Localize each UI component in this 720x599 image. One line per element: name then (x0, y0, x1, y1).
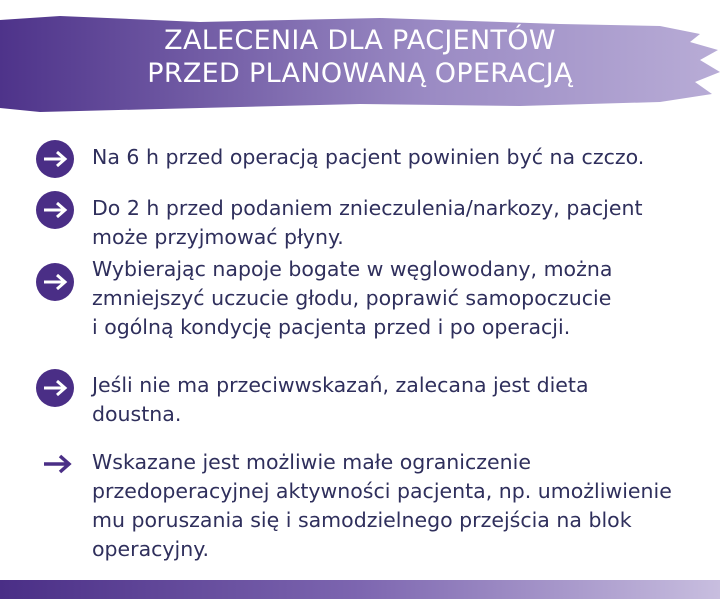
arrow-circle-icon (36, 191, 74, 229)
item-text: mu poruszania się i samodzielnego przejścia na blok (92, 508, 632, 532)
item-text: Na 6 h przed operacją pacjent powinien być na czczo. (92, 145, 645, 169)
item-text: doustna. (92, 402, 182, 426)
arrow-circle-icon (36, 369, 74, 407)
item-text: Wybierając napoje bogate w węglowodany, można (92, 257, 613, 281)
item-text: operacyjny. (92, 537, 209, 561)
arrow-circle-icon (36, 140, 74, 178)
title-line: PRZED PLANOWANĄ OPERACJĄ (147, 58, 573, 89)
title-line: ZALECENIA DLA PACJENTÓW (164, 25, 556, 56)
arrow-circle-icon (36, 263, 74, 301)
footer-bar (0, 580, 720, 599)
page-title (0, 24, 720, 90)
item-text: Wskazane jest możliwie małe ograniczenie (92, 450, 531, 474)
item-text: Do 2 h przed podaniem znieczulenia/narkozy, pacjent (92, 196, 643, 220)
item-text: Jeśli nie ma przeciwwskazań, zalecana jest dieta (92, 373, 589, 397)
item-text: przedoperacyjnej aktywności pacjenta, np. umożliwienie (92, 479, 672, 503)
arrow-icon (36, 444, 74, 482)
item-text: i ogólną kondycję pacjenta przed i po operacji. (92, 315, 571, 339)
item-text: może przyjmować płyny. (92, 225, 344, 249)
item-text: zmniejszyć uczucie głodu, poprawić samopoczucie (92, 286, 612, 310)
